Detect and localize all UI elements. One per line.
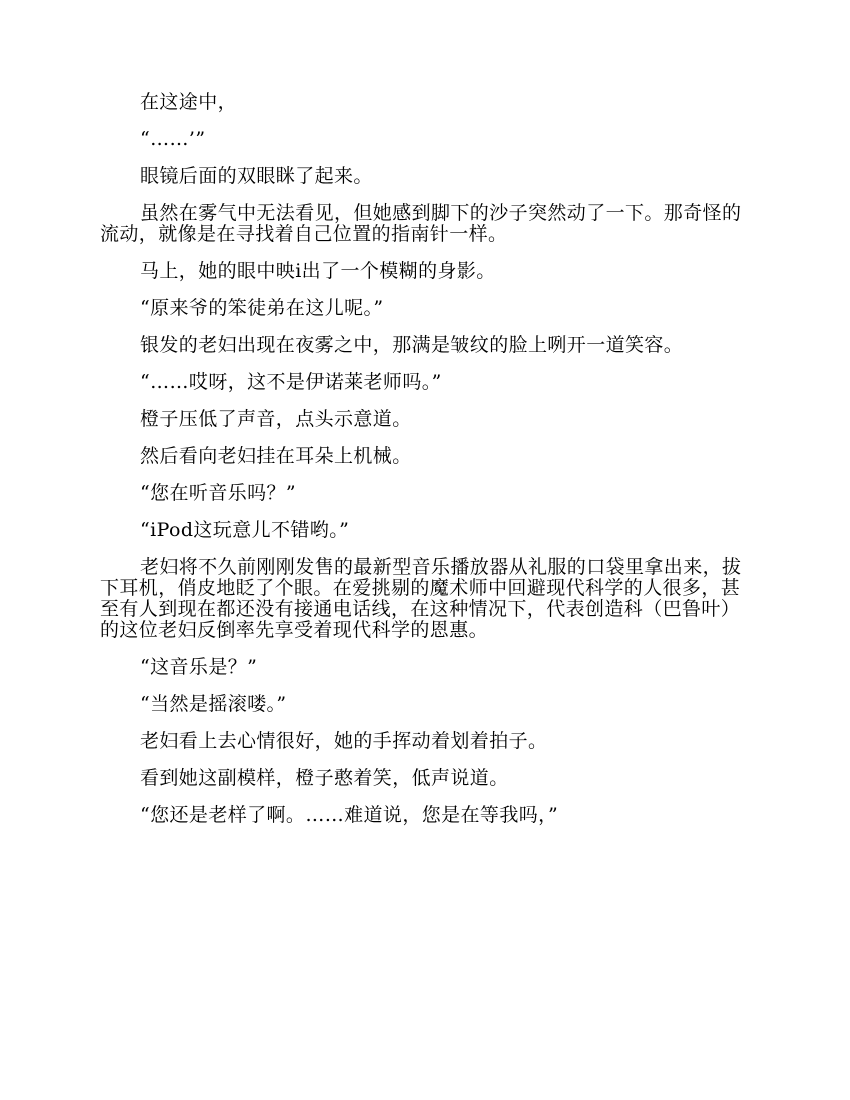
paragraph: 眼镜后面的双眼眯了起来。 — [140, 165, 373, 187]
paragraph: 在这途中， — [140, 91, 238, 113]
paragraph: 老妇看上去心情很好，她的手挥动着划着拍子。 — [140, 730, 548, 752]
paragraph: “iPod这玩意儿不错哟。” — [140, 519, 350, 541]
document-body — [100, 92, 750, 842]
paragraph: 看到她这副模样，橙子憨着笑，低声说道。 — [140, 767, 509, 789]
paragraph: “您还是老样了啊。……难道说，您是在等我吗，” — [140, 804, 559, 826]
paragraph: “……哎呀，这不是伊诺莱老师吗。” — [140, 371, 442, 393]
paragraph: 然后看向老妇挂在耳朵上机械。 — [140, 445, 412, 467]
paragraph: 老妇将不久前刚刚发售的最新型音乐播放器从礼服的口袋里拿出来，拔下耳机，俏皮地眨了个眼。在爱挑剔的魔术师中回避现代科学的人很多，甚至有人到现在都还没有接通电话线，在这种情况下，代表创造科（巴鲁叶）的这位老妇反倒率先享受着现代科学的恩惠。 — [100, 556, 742, 641]
paragraph: 银发的老妇出现在夜雾之中，那满是皱纹的脸上咧开一道笑容。 — [140, 334, 684, 356]
paragraph: “……’” — [140, 128, 206, 150]
paragraph: “您在听音乐吗？” — [140, 482, 297, 504]
paragraph: “当然是摇滚喽。” — [140, 693, 287, 715]
paragraph: 橙子压低了声音，点头示意道。 — [140, 408, 412, 430]
paragraph: “原来爷的笨徒弟在这儿呢。” — [140, 297, 384, 319]
paragraph: 虽然在雾气中无法看见，但她感到脚下的沙子突然动了一下。那奇怪的流动，就像是在寻找着自己位置的指南针一样。 — [100, 202, 742, 245]
paragraph: “这音乐是？” — [140, 656, 258, 678]
paragraph: 马上，她的眼中映i出了一个模糊的身影。 — [140, 260, 496, 282]
